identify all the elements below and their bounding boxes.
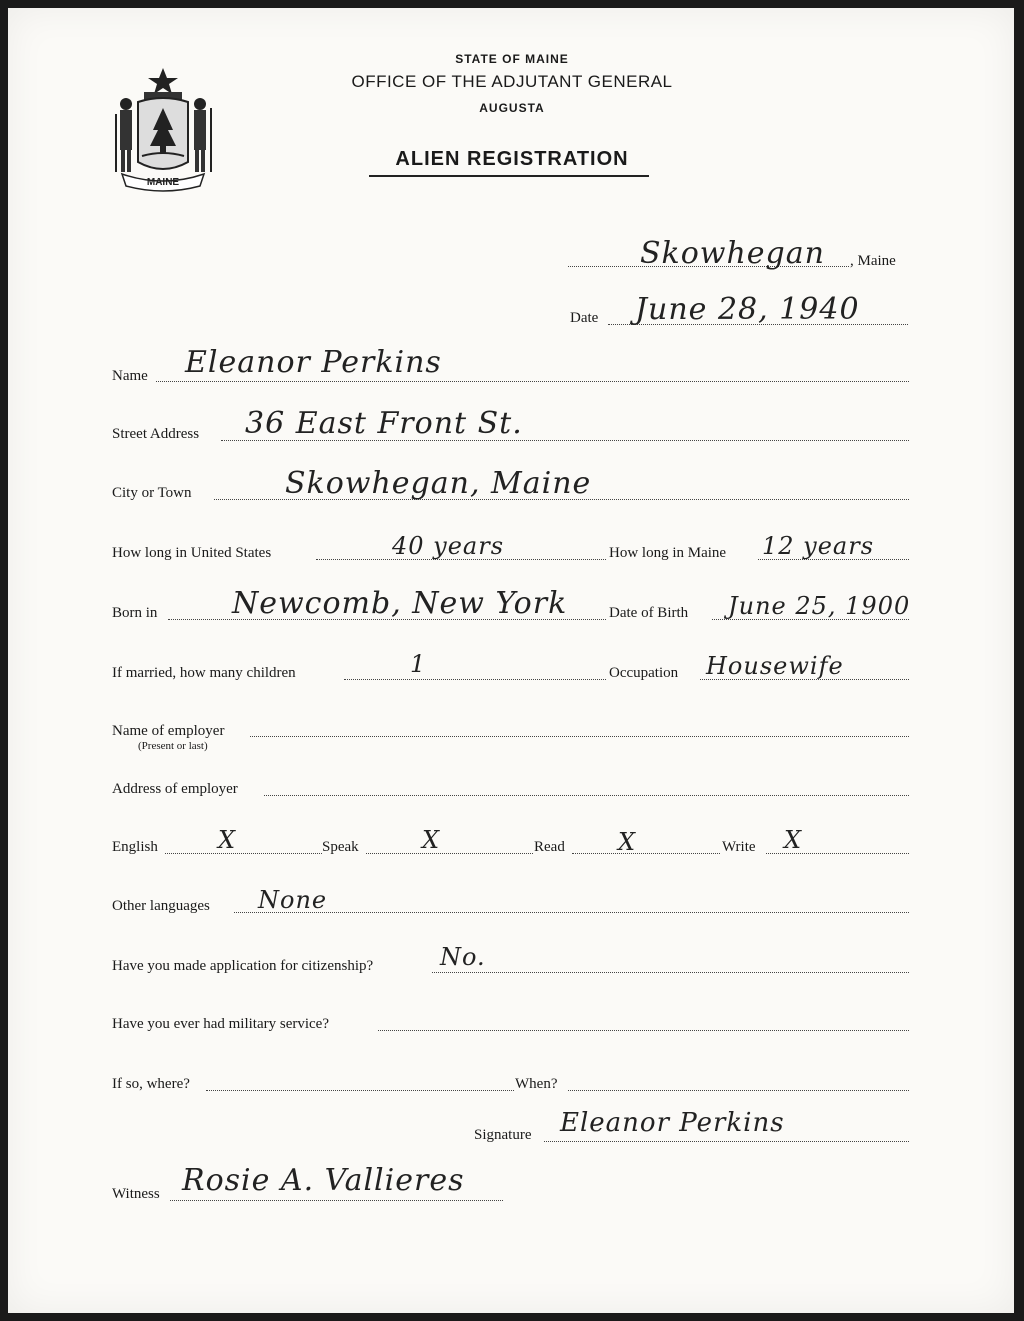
name-value: Eleanor Perkins xyxy=(185,345,442,380)
header-state: STATE OF MAINE xyxy=(455,52,569,66)
children-label: If married, how many children xyxy=(112,665,296,681)
occupation-value: Housewife xyxy=(706,652,844,680)
how-long-us-value: 40 years xyxy=(392,532,505,560)
form-title: ALIEN REGISTRATION xyxy=(395,148,629,170)
witness-label: Witness xyxy=(112,1186,160,1202)
other-languages-value: None xyxy=(258,886,328,914)
employer-name-note: (Present or last) xyxy=(138,740,208,752)
header-city: AUGUSTA xyxy=(479,101,545,115)
citizenship-value: No. xyxy=(440,943,486,971)
date-of-birth-label: Date of Birth xyxy=(609,605,689,621)
signature-value: Eleanor Perkins xyxy=(560,1108,785,1138)
date-of-birth-value: June 25, 1900 xyxy=(728,592,911,620)
place-suffix: , Maine xyxy=(850,253,896,269)
witness-value: Rosie A. Vallieres xyxy=(182,1163,465,1198)
if-so-where-label: If so, where? xyxy=(112,1076,190,1092)
children-value: 1 xyxy=(410,650,427,678)
speak-value: X xyxy=(422,826,441,854)
how-long-us-label: How long in United States xyxy=(112,545,272,561)
city-value: Skowhegan, Maine xyxy=(285,466,592,501)
write-label: Write xyxy=(722,839,756,855)
english-label: English xyxy=(112,839,158,855)
how-long-maine-label: How long in Maine xyxy=(609,545,727,561)
other-languages-label: Other languages xyxy=(112,898,210,914)
write-value: X xyxy=(784,826,803,854)
citizenship-label: Have you made application for citizenship? xyxy=(112,958,374,974)
employer-address-label: Address of employer xyxy=(112,781,238,797)
form-page xyxy=(8,8,1014,1313)
header-office: OFFICE OF THE ADJUTANT GENERAL xyxy=(351,72,673,91)
city-label: City or Town xyxy=(112,485,192,501)
read-label: Read xyxy=(534,839,565,855)
date-value: June 28, 1940 xyxy=(635,292,860,327)
name-label: Name xyxy=(112,368,148,384)
read-value: X xyxy=(618,828,637,856)
english-value: X xyxy=(218,826,237,854)
date-label: Date xyxy=(570,310,599,326)
speak-label: Speak xyxy=(322,839,359,855)
born-in-value: Newcomb, New York xyxy=(232,586,568,621)
military-label: Have you ever had military service? xyxy=(112,1016,329,1032)
street-address-label: Street Address xyxy=(112,426,200,442)
how-long-maine-value: 12 years xyxy=(762,532,875,560)
place-value: Skowhegan xyxy=(640,236,825,271)
born-in-label: Born in xyxy=(112,605,158,621)
seal-banner-text: MAINE xyxy=(146,177,180,188)
when-label: When? xyxy=(515,1076,558,1092)
street-address-value: 36 East Front St. xyxy=(245,406,523,441)
signature-label: Signature xyxy=(474,1127,532,1143)
title-underline xyxy=(369,175,649,177)
employer-name-label: Name of employer xyxy=(112,723,225,739)
occupation-label: Occupation xyxy=(609,665,679,681)
